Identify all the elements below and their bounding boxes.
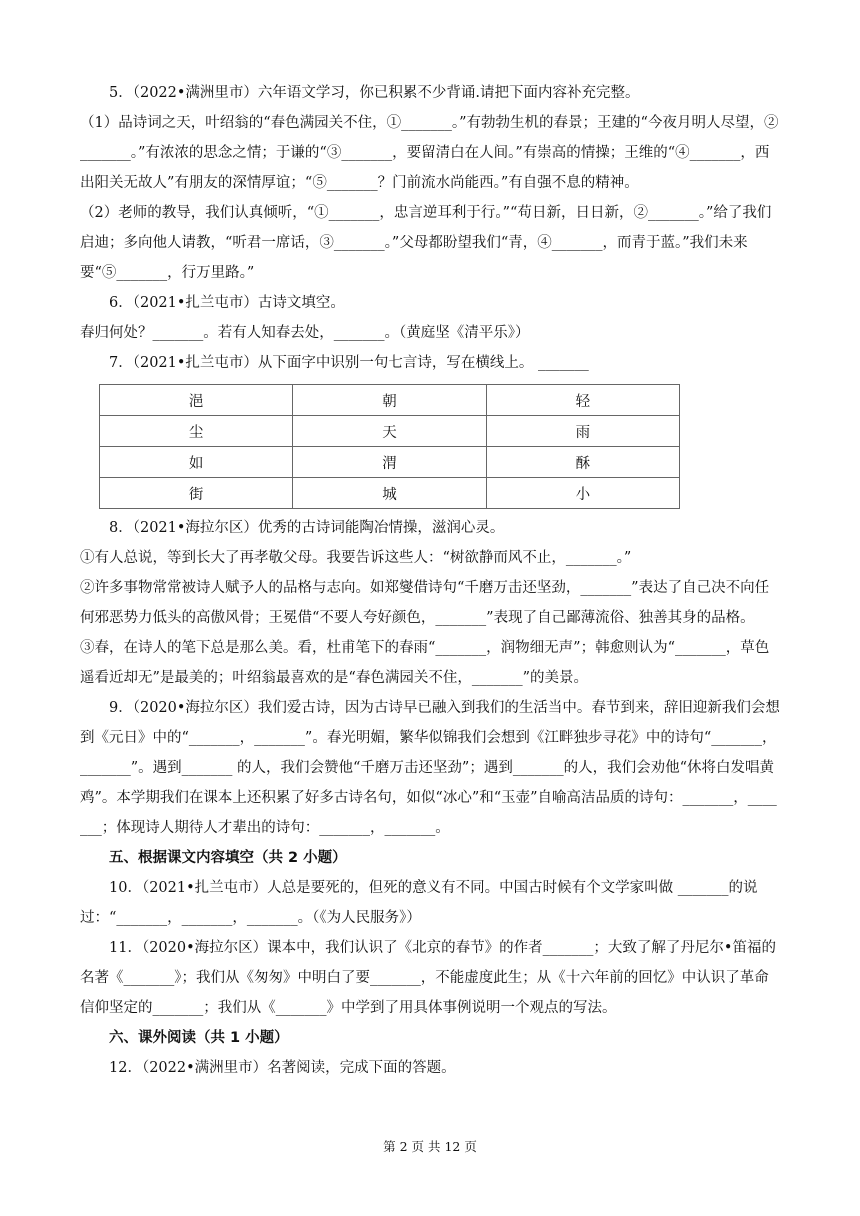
character-grid [99, 384, 680, 509]
section-6-title: 六、课外阅读（共 1 小题） [109, 1030, 289, 1046]
grid-cell: 街 [100, 478, 293, 509]
grid-cell: 小 [486, 478, 679, 509]
grid-cell: 酥 [486, 447, 679, 478]
grid-cell: 城 [293, 478, 486, 509]
question-6-head: 6．（2021•扎兰屯市）古诗文填空。 [109, 295, 345, 311]
section-5-title: 五、根据课文内容填空（共 2 小题） [109, 850, 347, 866]
question-7-head: 7．（2021•扎兰屯市）从下面字中识别一句七言诗，写在横线上。 _______ [109, 355, 589, 371]
question-8-item-3: ③春，在诗人的笔下总是那么美。看，杜甫笔下的春雨“_______，润物细无声”；韩愈则认为“_______，草色遥看近却无”是最美的；叶绍翁最喜欢的是“春色满园关不住，_______”的美景。 [80, 640, 770, 686]
grid-cell: 尘 [100, 416, 293, 447]
grid-row [100, 478, 680, 509]
question-5-part-2: （2）老师的教导，我们认真倾听，“①_______，忠言逆耳利于行。”“苟日新，日日新，②_______。”给了我们启迪；多向他人请教，“听君一席话，③_______。”父母都盼望我们“青，④_______，而青于蓝。”我们未来要“⑤_______，行万里路。” [80, 205, 772, 281]
question-8-item-2: ②许多事物常常被诗人赋予人的品格与志向。如郑燮借诗句“千磨万击还坚劲，_______”表达了自己决不向任何邪恶势力低头的高傲风骨；王冕借“不要人夸好颜色，_______”表现了自己鄙薄流俗、独善其身的品格。 [80, 580, 770, 626]
grid-row [100, 416, 680, 447]
page-footer: 第 2 页 共 12 页 [383, 1139, 477, 1154]
grid-row [100, 385, 680, 416]
grid-cell: 朝 [293, 385, 486, 416]
question-8-item-1: ①有人总说，等到长大了再孝敬父母。我要告诉这些人：“树欲静而风不止，_______。” [80, 550, 632, 566]
grid-cell: 浥 [100, 385, 293, 416]
grid-row [100, 447, 680, 478]
grid-cell: 渭 [293, 447, 486, 478]
grid-cell: 雨 [486, 416, 679, 447]
question-6-body: 春归何处？_______。若有人知春去处，_______。（黄庭坚《清平乐》） [80, 325, 530, 341]
question-10-body: 10．（2021•扎兰屯市）人总是要死的，但死的意义有不同。中国古时候有个文学家叫做 _______的说过：“_______，_______，_______。（《为人民服务》） [80, 880, 758, 926]
question-12-head: 12．（2022•满洲里市）名著阅读，完成下面的答题。 [109, 1060, 456, 1076]
grid-cell: 如 [100, 447, 293, 478]
question-11-body: 11．（2020•海拉尔区）课本中，我们认识了《北京的春节》的作者_______；大致了解了丹尼尔•笛福的名著《_______》；我们从《匆匆》中明白了要_______，不能虚度此生；从《十六年前的回忆》中认识了革命信仰坚定的_______；我们从《_______》中学到了用具体事例说明一个观点的写法。 [80, 940, 776, 1016]
question-8-head: 8．（2021•海拉尔区）优秀的古诗词能陶冶情操，滋润心灵。 [109, 520, 505, 536]
question-9-body: 9．（2020•海拉尔区）我们爱古诗，因为古诗早已融入到我们的生活当中。春节到来，辞旧迎新我们会想到《元日》中的“_______，_______”。春光明媚，繁华似锦我们会想到《江畔独步寻花》中的诗句“_______，_______”。遇到_______ 的人，我们会赞他“千磨万击还坚劲”；遇到_______的人，我们会劝他“休将白发唱黄鸡”。本学期我们在课本上还积累了好多古诗名句，如似“冰心”和“玉壶”自喻高洁品质的诗句：_______，_______；体现诗人期待人才辈出的诗句：_______，_______。 [80, 700, 780, 836]
grid-cell: 轻 [486, 385, 679, 416]
question-5-head: 5．（2022•满洲里市）六年语文学习，你已积累不少背诵.请把下面内容补充完整。 [109, 85, 640, 101]
question-5-part-1: （1）品诗词之天，叶绍翁的“春色满园关不住，①_______。”有勃勃生机的春景；王建的“今夜月明人尽望，②_______。”有浓浓的思念之情；于谦的“③_______，要留清白在人间。”有崇高的情操；王维的“④_______，西出阳关无故人”有朋友的深情厚谊；“⑤_______？门前流水尚能西。”有自强不息的精神。 [80, 115, 779, 191]
grid-cell: 天 [293, 416, 486, 447]
page-content [80, 78, 780, 1083]
